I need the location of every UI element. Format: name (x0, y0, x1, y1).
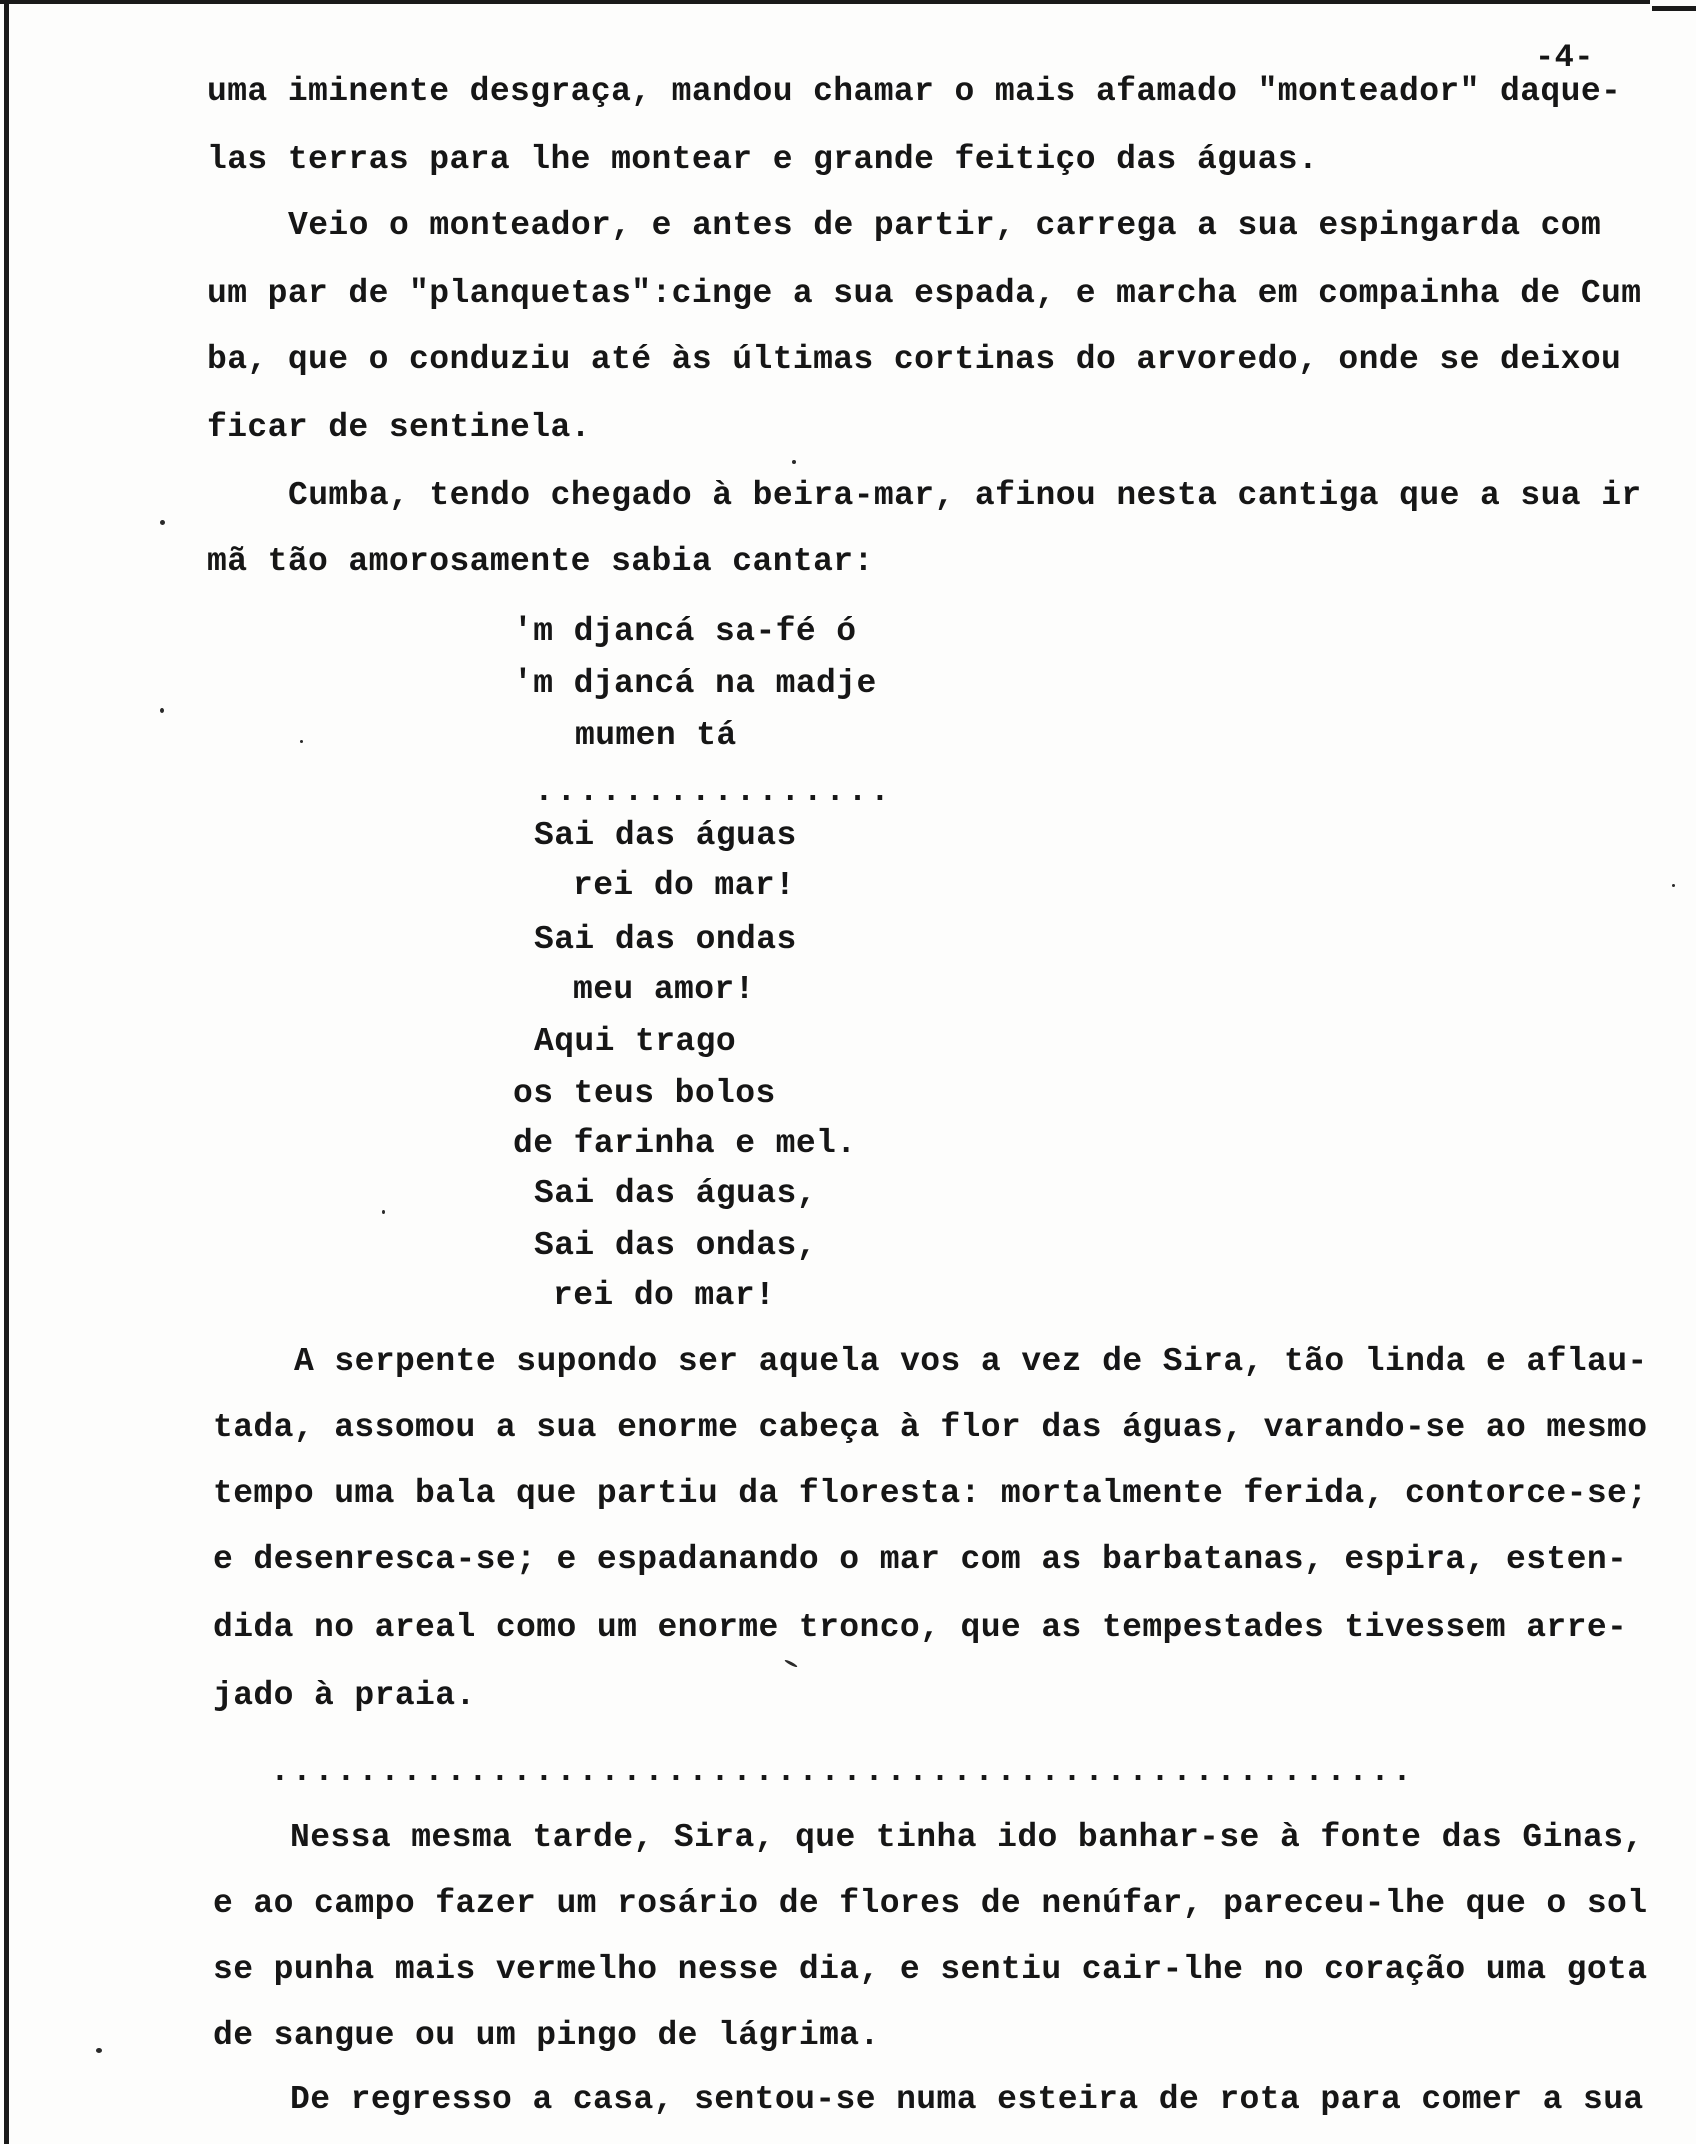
page-number: -4- (1535, 39, 1594, 76)
text-line: e ao campo fazer um rosário de flores de nenúfar, pareceu-lhe que o sol (213, 1885, 1648, 1922)
scan-speck (382, 1210, 385, 1214)
scan-speck (784, 1659, 798, 1668)
scan-speck (792, 460, 796, 464)
text-line: e desenresca-se; e espadanando o mar com as barbatanas, espira, esten- (213, 1541, 1628, 1578)
text-line: uma iminente desgraça, mandou chamar o mais afamado "monteador" daque- (207, 73, 1622, 110)
text-line: De regresso a casa, sentou-se numa esteira de rota para comer a sua (290, 2081, 1644, 2118)
poem-line: 'm djancá na madje (513, 665, 877, 702)
text-line: um par de "planquetas":cinge a sua espada, e marcha em compainha de Cum (207, 275, 1642, 312)
scan-left-edge (4, 0, 9, 2144)
text-line: Cumba, tendo chegado à beira-mar, afinou nesta cantiga que a sua ir (288, 477, 1642, 514)
text-line: las terras para lhe montear e grande feitiço das águas. (207, 141, 1319, 178)
scan-speck (300, 740, 303, 743)
text-line: de sangue ou um pingo de lágrima. (213, 2017, 880, 2054)
section-separator: .................................................... (270, 1753, 1415, 1790)
scan-top-right-edge (1652, 6, 1696, 11)
scan-speck (96, 2048, 102, 2053)
poem-line: meu amor! (573, 971, 755, 1008)
text-line: tempo uma bala que partiu da floresta: mortalmente ferida, contorce-se; (213, 1475, 1648, 1512)
text-line: mã tão amorosamente sabia cantar: (207, 543, 874, 580)
poem-dots: ................ (534, 773, 893, 810)
poem-line: de farinha e mel. (513, 1125, 857, 1162)
scan-speck (1672, 884, 1675, 887)
poem-line: rei do mar! (573, 867, 796, 904)
text-line: ba, que o conduziu até às últimas cortinas do arvoredo, onde se deixou (207, 341, 1622, 378)
poem-line: os teus bolos (513, 1075, 776, 1112)
text-line: A serpente supondo ser aquela vos a vez de Sira, tão linda e aflau- (294, 1343, 1648, 1380)
scan-speck (160, 708, 164, 713)
poem-line: Aqui trago (534, 1023, 737, 1060)
poem-line: Sai das águas (534, 817, 797, 854)
scan-top-edge (0, 0, 1650, 4)
poem-line: Sai das ondas, (534, 1227, 817, 1264)
text-line: jado à praia. (213, 1677, 476, 1714)
poem-line: Sai das ondas (534, 921, 797, 958)
poem-line: 'm djancá sa-fé ó (513, 613, 857, 650)
text-line: dida no areal como um enorme tronco, que as tempestades tivessem arre- (213, 1609, 1628, 1646)
text-line: Veio o monteador, e antes de partir, carrega a sua espingarda com (288, 207, 1602, 244)
poem-line: rei do mar! (553, 1277, 776, 1314)
text-line: ficar de sentinela. (207, 409, 591, 446)
poem-line: mumen tá (575, 717, 737, 754)
scan-speck (160, 520, 165, 525)
text-line: tada, assomou a sua enorme cabeça à flor das águas, varando-se ao mesmo (213, 1409, 1648, 1446)
poem-line: Sai das águas, (534, 1175, 817, 1212)
text-line: se punha mais vermelho nesse dia, e sentiu cair-lhe no coração uma gota (213, 1951, 1648, 1988)
text-line: Nessa mesma tarde, Sira, que tinha ido banhar-se à fonte das Ginas, (290, 1819, 1644, 1856)
